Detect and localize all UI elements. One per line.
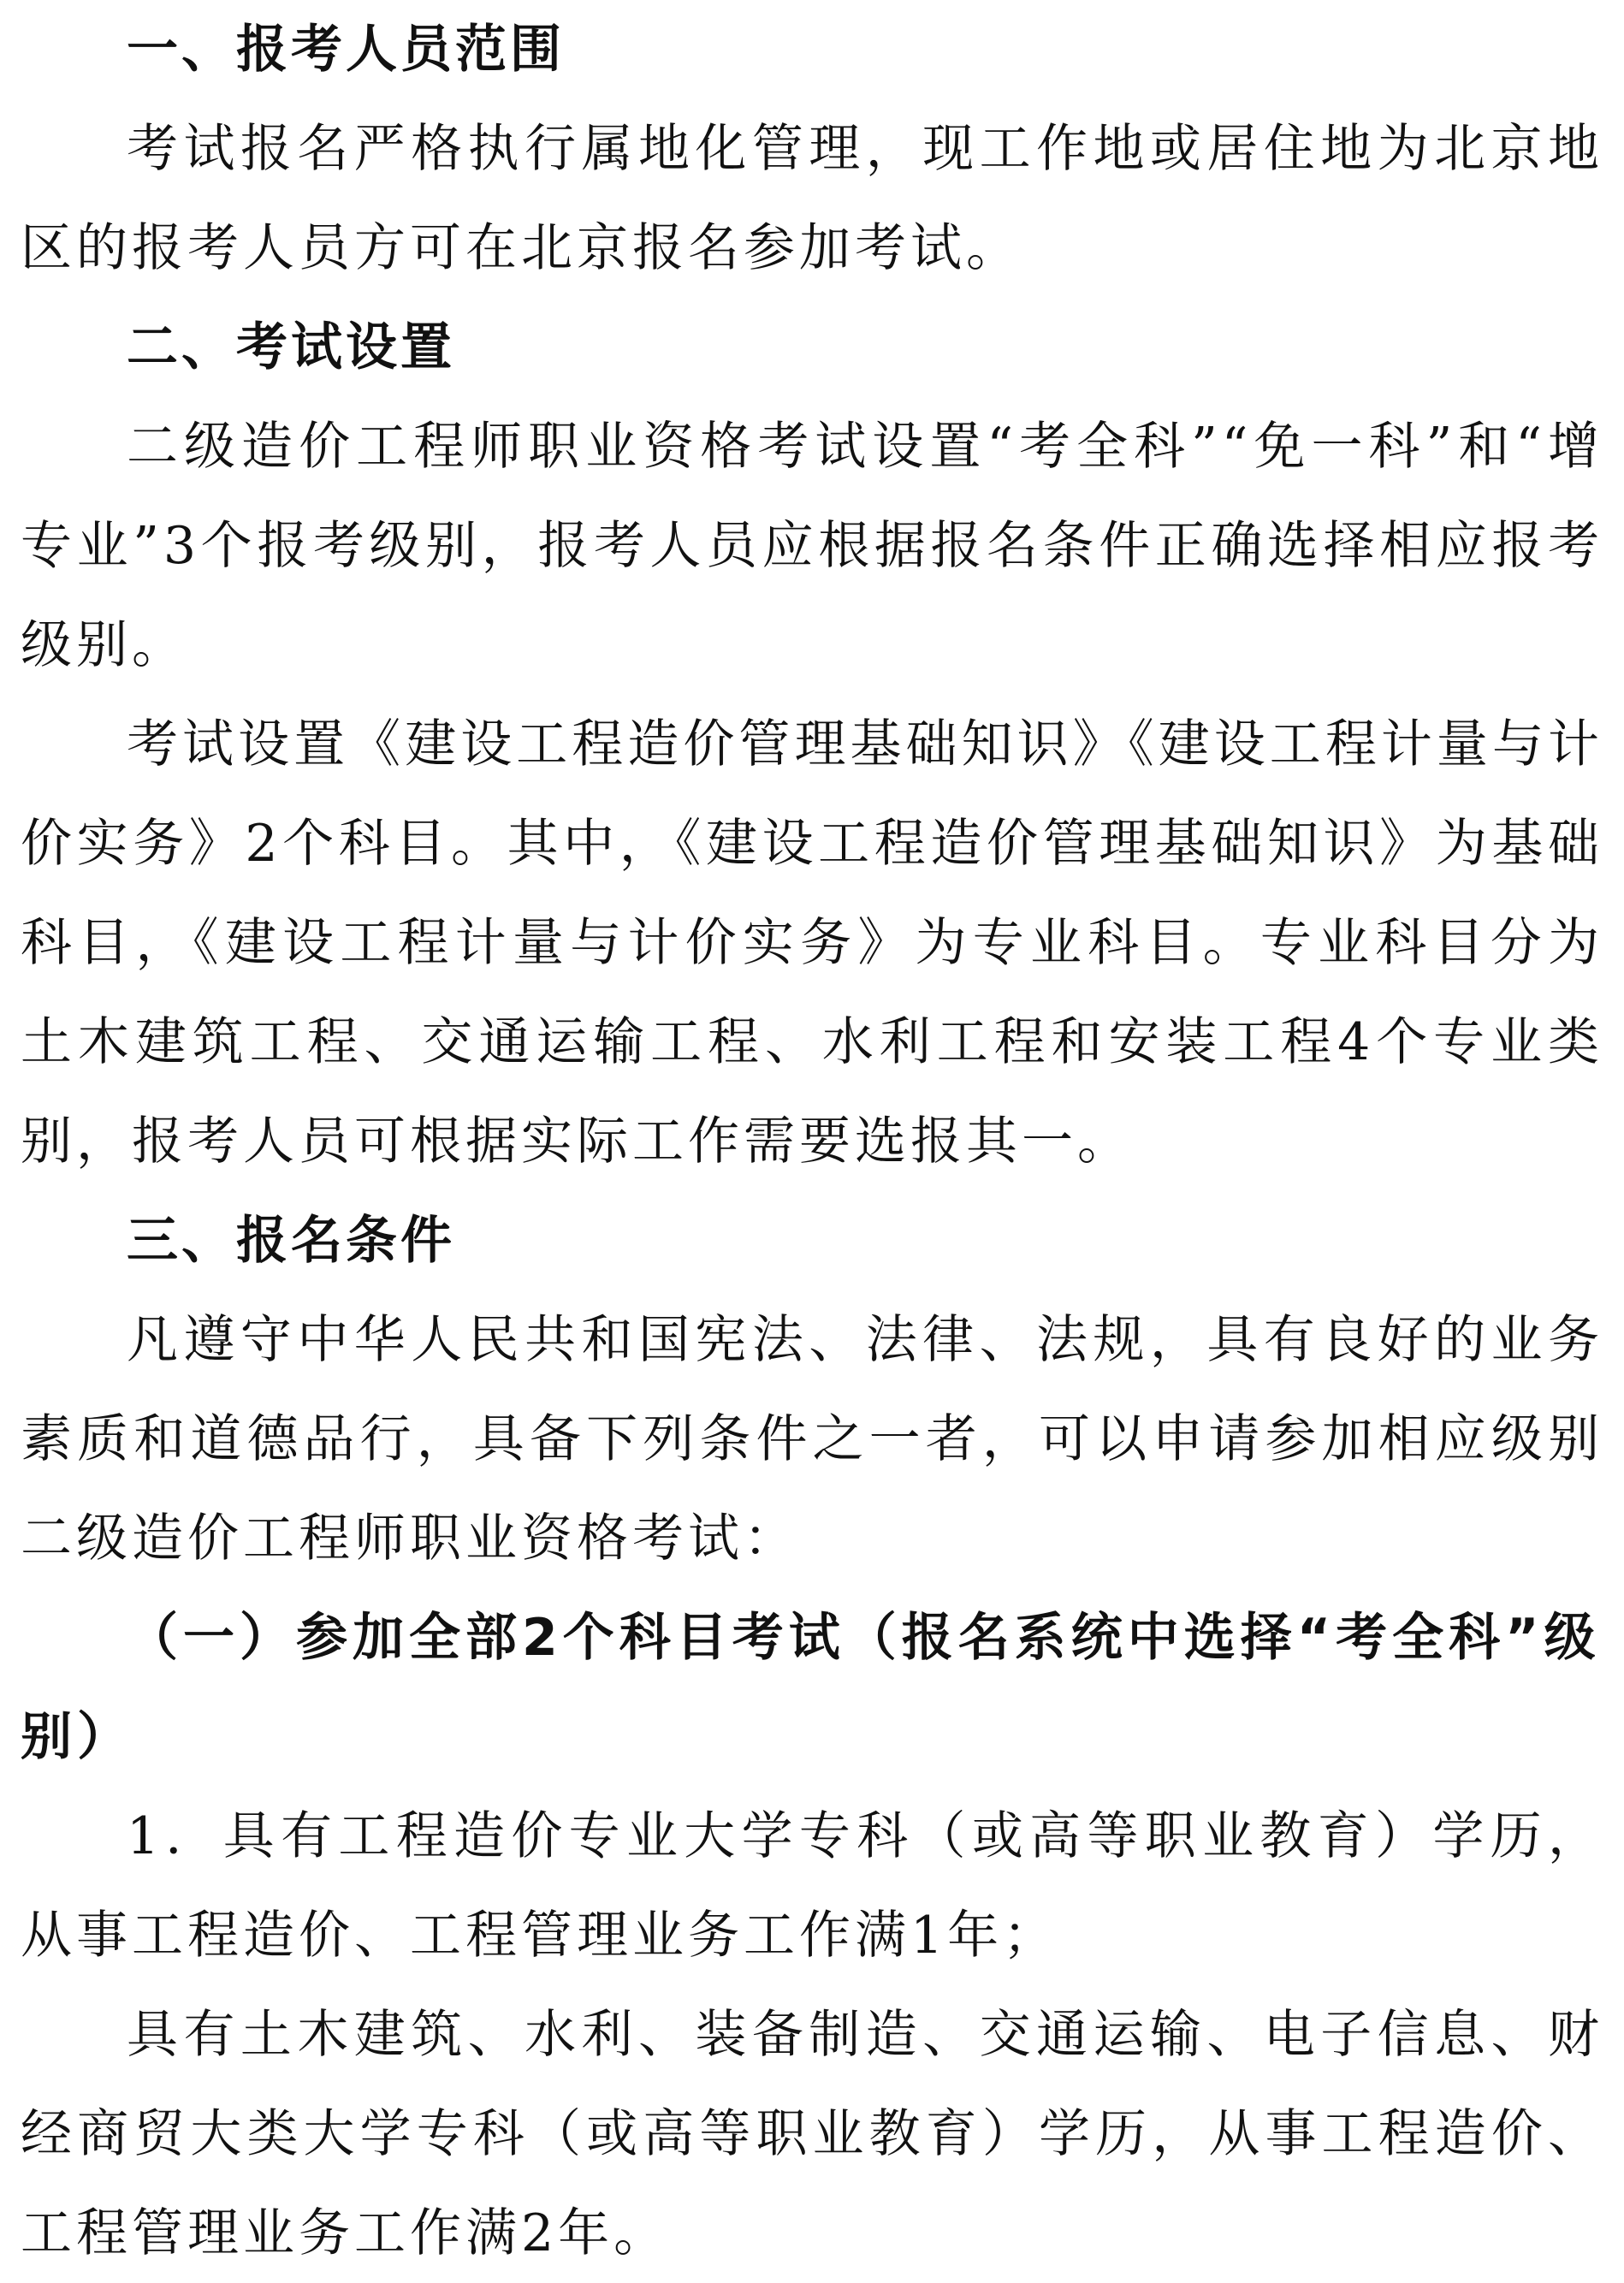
section-heading-exam-setup: 二、考试设置 bbox=[127, 317, 455, 377]
paragraph-exam-levels: 二级造价工程师职业资格考试设置“考全科”“免一科”和“增专业”3个报考级别，报考人员应根据报名条件正确选择相应报考级别。 bbox=[21, 417, 1603, 675]
paragraph-conditions-intro: 凡遵守中华人民共和国宪法、法律、法规，具有良好的业务素质和道德品行，具备下列条件之一者，可以申请参加相应级别二级造价工程师职业资格考试： bbox=[21, 1310, 1603, 1568]
paragraph-exam-subjects: 考试设置《建设工程造价管理基础知识》《建设工程计量与计价实务》2个科目。其中，《建设工程造价管理基础知识》为基础科目，《建设工程计量与计价实务》为专业科目。专业科目分为土木建筑工程、交通运输工程、水利工程和安装工程4个专业类别，报考人员可根据实际工作需要选报其一。 bbox=[21, 715, 1603, 1171]
condition-item-1b: 具有土木建筑、水利、装备制造、交通运输、电子信息、财经商贸大类大学专科（或高等职业教育）学历，从事工程造价、工程管理业务工作满2年。 bbox=[21, 2005, 1603, 2263]
subheading-full-exam: （一）参加全部2个科目考试（报名系统中选择“考全科”级别） bbox=[21, 1608, 1601, 1767]
condition-item-1: 1．具有工程造价专业大学专科（或高等职业教育）学历，从事工程造价、工程管理业务工作满1年； bbox=[21, 1806, 1603, 1966]
document-page bbox=[21, 0, 1603, 2283]
section-heading-scope: 一、报考人员范围 bbox=[127, 20, 565, 80]
section-heading-conditions: 三、报名条件 bbox=[127, 1211, 455, 1271]
paragraph-scope: 考试报名严格执行属地化管理，现工作地或居住地为北京地区的报考人员方可在北京报名参加考试。 bbox=[21, 119, 1603, 278]
